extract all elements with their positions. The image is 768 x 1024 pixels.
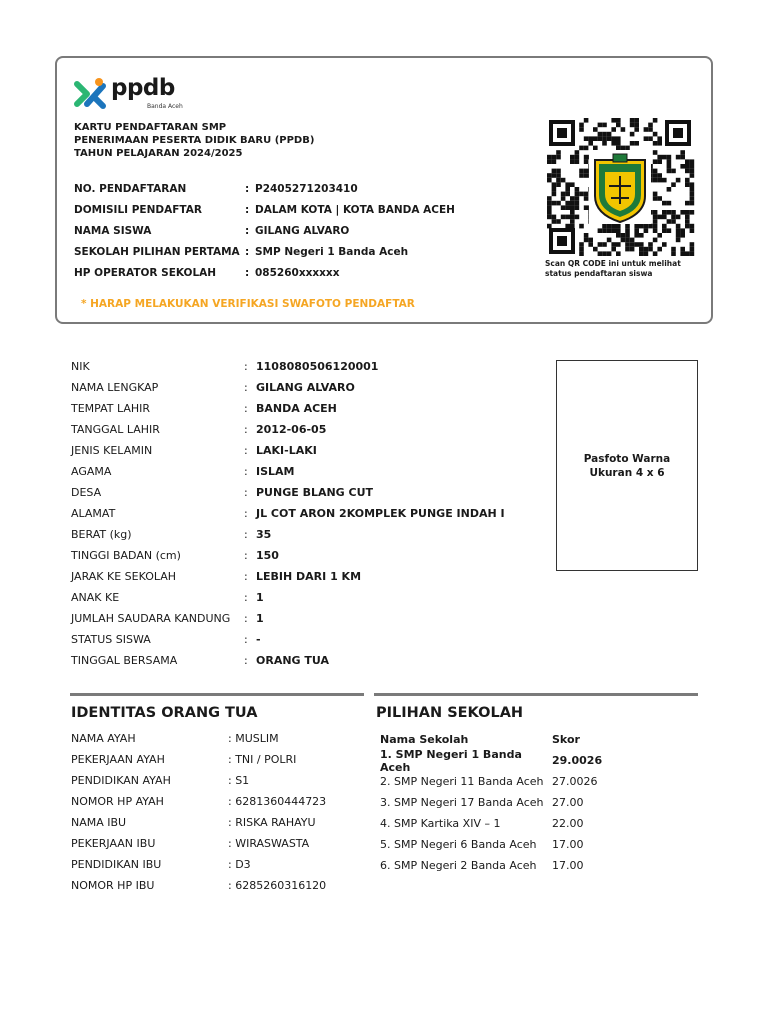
qr-code[interactable] — [545, 116, 695, 258]
reg-label: DOMISILI PENDAFTAR — [74, 204, 202, 216]
detail-row — [71, 482, 505, 503]
detail-value: - — [256, 633, 261, 646]
detail-separator: : — [244, 423, 248, 436]
detail-row — [71, 566, 505, 587]
detail-label: AGAMA — [71, 465, 112, 478]
detail-row — [71, 503, 505, 524]
detail-row — [71, 629, 505, 650]
reg-label: HP OPERATOR SEKOLAH — [74, 267, 217, 279]
reg-value: P2405271203410 — [255, 183, 358, 195]
school-name: 1. SMP Negeri 1 Banda Aceh — [380, 747, 522, 774]
detail-row — [71, 356, 505, 377]
school-name-header: Nama Sekolah — [380, 733, 469, 746]
reg-value: SMP Negeri 1 Banda Aceh — [255, 246, 409, 258]
detail-row — [71, 419, 505, 440]
parent-value: : MUSLIM — [228, 732, 279, 745]
detail-row — [71, 440, 505, 461]
reg-value: GILANG ALVARO — [255, 225, 350, 237]
parents-table — [71, 728, 326, 896]
reg-row — [74, 204, 455, 225]
school-row — [380, 834, 602, 855]
detail-label: JENIS KELAMIN — [71, 444, 153, 457]
logo-subtitle: Banda Aceh — [147, 103, 183, 110]
school-score: 27.0026 — [552, 775, 598, 788]
detail-label: TINGGAL BERSAMA — [71, 654, 178, 667]
photo-line-1: Pasfoto Warna — [583, 452, 671, 465]
detail-separator: : — [244, 654, 248, 667]
section-divider — [374, 693, 698, 696]
detail-row — [71, 587, 505, 608]
parent-label: PENDIDIKAN AYAH — [71, 774, 171, 787]
logo-wordmark: ppdb — [111, 75, 175, 101]
school-score: 17.00 — [552, 838, 584, 851]
reg-separator: : — [245, 183, 250, 195]
reg-separator: : — [245, 246, 250, 258]
registration-info — [74, 183, 455, 288]
school-row — [380, 792, 602, 813]
detail-value: ORANG TUA — [256, 654, 330, 667]
detail-row — [71, 650, 505, 671]
detail-separator: : — [244, 402, 248, 415]
school-score: 29.0026 — [552, 754, 603, 767]
parent-value: : 6281360444723 — [228, 795, 327, 808]
registration-card — [55, 56, 713, 324]
student-details — [71, 356, 505, 671]
detail-label: TINGGI BADAN (cm) — [71, 549, 181, 562]
title-line-2: PENERIMAAN PESERTA DIDIK BARU (PPDB) — [74, 135, 315, 146]
parent-row — [71, 875, 326, 896]
reg-separator: : — [245, 267, 250, 279]
parent-label: NAMA AYAH — [71, 732, 136, 745]
detail-separator: : — [244, 633, 248, 646]
school-score: 27.00 — [552, 796, 584, 809]
parent-row — [71, 854, 326, 875]
reg-separator: : — [245, 204, 250, 216]
section-divider — [70, 693, 364, 696]
detail-label: NAMA LENGKAP — [71, 381, 159, 394]
school-name: 4. SMP Kartika XIV – 1 — [380, 817, 501, 830]
parents-section-title: IDENTITAS ORANG TUA — [71, 705, 258, 721]
parent-row — [71, 770, 326, 791]
detail-value: BANDA ACEH — [256, 402, 337, 415]
parent-label: PEKERJAAN AYAH — [71, 753, 165, 766]
school-choices-table — [380, 729, 602, 876]
detail-row — [71, 398, 505, 419]
photo-placeholder — [556, 360, 698, 571]
parent-value: : S1 — [228, 774, 250, 787]
detail-label: TEMPAT LAHIR — [71, 402, 151, 415]
detail-label: STATUS SISWA — [71, 633, 151, 646]
reg-row — [74, 267, 455, 288]
reg-value: DALAM KOTA | KOTA BANDA ACEH — [255, 204, 455, 216]
detail-separator: : — [244, 486, 248, 499]
school-name: 5. SMP Negeri 6 Banda Aceh — [380, 838, 537, 851]
detail-separator: : — [244, 444, 248, 457]
detail-value: LEBIH DARI 1 KM — [256, 570, 362, 583]
detail-separator: : — [244, 591, 248, 604]
parent-value: : RISKA RAHAYU — [228, 816, 316, 829]
detail-value: 150 — [256, 549, 279, 562]
detail-value: 2012-06-05 — [256, 423, 327, 436]
detail-separator: : — [244, 549, 248, 562]
school-row — [380, 855, 602, 876]
school-row — [380, 771, 602, 792]
parent-value: : D3 — [228, 858, 251, 871]
reg-label: NO. PENDAFTARAN — [74, 183, 187, 195]
detail-row — [71, 608, 505, 629]
reg-row — [74, 225, 455, 246]
verification-warning: * HARAP MELAKUKAN VERIFIKASI SWAFOTO PENDAFTAR — [81, 298, 415, 310]
qr-caption-line-2: status pendaftaran siswa — [545, 269, 653, 278]
detail-row — [71, 545, 505, 566]
parent-label: NAMA IBU — [71, 816, 127, 829]
detail-row — [71, 461, 505, 482]
school-name: 6. SMP Negeri 2 Banda Aceh — [380, 859, 537, 872]
detail-value: 1 — [256, 612, 264, 625]
detail-separator: : — [244, 360, 248, 373]
title-line-1: KARTU PENDAFTARAN SMP — [74, 122, 227, 133]
detail-label: BERAT (kg) — [71, 528, 132, 541]
parent-label: PEKERJAAN IBU — [71, 837, 156, 850]
detail-label: JUMLAH SAUDARA KANDUNG — [71, 612, 231, 625]
detail-separator: : — [244, 612, 248, 625]
detail-label: DESA — [71, 486, 102, 499]
detail-label: ANAK KE — [71, 591, 120, 604]
school-name: 2. SMP Negeri 11 Banda Aceh — [380, 775, 544, 788]
parent-row — [71, 749, 326, 770]
school-row — [380, 747, 603, 774]
detail-value: JL COT ARON 2KOMPLEK PUNGE INDAH I — [256, 507, 505, 520]
detail-row — [71, 524, 505, 545]
detail-separator: : — [244, 570, 248, 583]
detail-separator: : — [244, 528, 248, 541]
detail-separator: : — [244, 465, 248, 478]
reg-separator: : — [245, 225, 250, 237]
detail-value: 35 — [256, 528, 272, 541]
detail-value: LAKI-LAKI — [256, 444, 317, 457]
parent-row — [71, 812, 326, 833]
qr-caption-line-1: Scan QR CODE ini untuk melihat — [545, 259, 681, 268]
parent-label: NOMOR HP IBU — [71, 879, 155, 892]
reg-label: SEKOLAH PILIHAN PERTAMA — [74, 246, 240, 258]
detail-label: NIK — [71, 360, 90, 373]
detail-value: GILANG ALVARO — [256, 381, 355, 394]
schools-section-title: PILIHAN SEKOLAH — [376, 705, 524, 721]
detail-label: TANGGAL LAHIR — [71, 423, 160, 436]
detail-value: PUNGE BLANG CUT — [256, 486, 374, 499]
school-score: 22.00 — [552, 817, 584, 830]
ppdb-logo — [73, 74, 193, 114]
reg-label: NAMA SISWA — [74, 225, 152, 237]
qr-caption — [545, 259, 715, 279]
detail-value: ISLAM — [256, 465, 295, 478]
school-score: 17.00 — [552, 859, 584, 872]
detail-value: 1 — [256, 591, 264, 604]
photo-line-2: Ukuran 4 x 6 — [589, 466, 665, 479]
school-name: 3. SMP Negeri 17 Banda Aceh — [380, 796, 544, 809]
title-line-3: TAHUN PELAJARAN 2024/2025 — [74, 148, 243, 159]
parent-label: PENDIDIKAN IBU — [71, 858, 162, 871]
detail-label: JARAK KE SEKOLAH — [71, 570, 177, 583]
parent-row — [71, 833, 326, 854]
ppdb-logo-icon — [73, 76, 109, 112]
parent-value: : TNI / POLRI — [228, 753, 297, 766]
parent-row — [71, 791, 326, 812]
school-row — [380, 813, 602, 834]
parent-value: : WIRASWASTA — [228, 837, 310, 850]
detail-separator: : — [244, 507, 248, 520]
parent-row — [71, 728, 326, 749]
parent-label: NOMOR HP AYAH — [71, 795, 164, 808]
school-score-header: Skor — [552, 733, 580, 746]
parent-value: : 6285260316120 — [228, 879, 327, 892]
reg-row — [74, 183, 455, 204]
detail-separator: : — [244, 381, 248, 394]
banda-aceh-emblem-icon — [589, 150, 651, 224]
detail-label: ALAMAT — [71, 507, 116, 520]
reg-row — [74, 246, 455, 267]
card-titles — [74, 121, 314, 160]
reg-value: 085260xxxxxx — [255, 267, 340, 279]
detail-value: 1108080506120001 — [256, 360, 379, 373]
detail-row — [71, 377, 505, 398]
